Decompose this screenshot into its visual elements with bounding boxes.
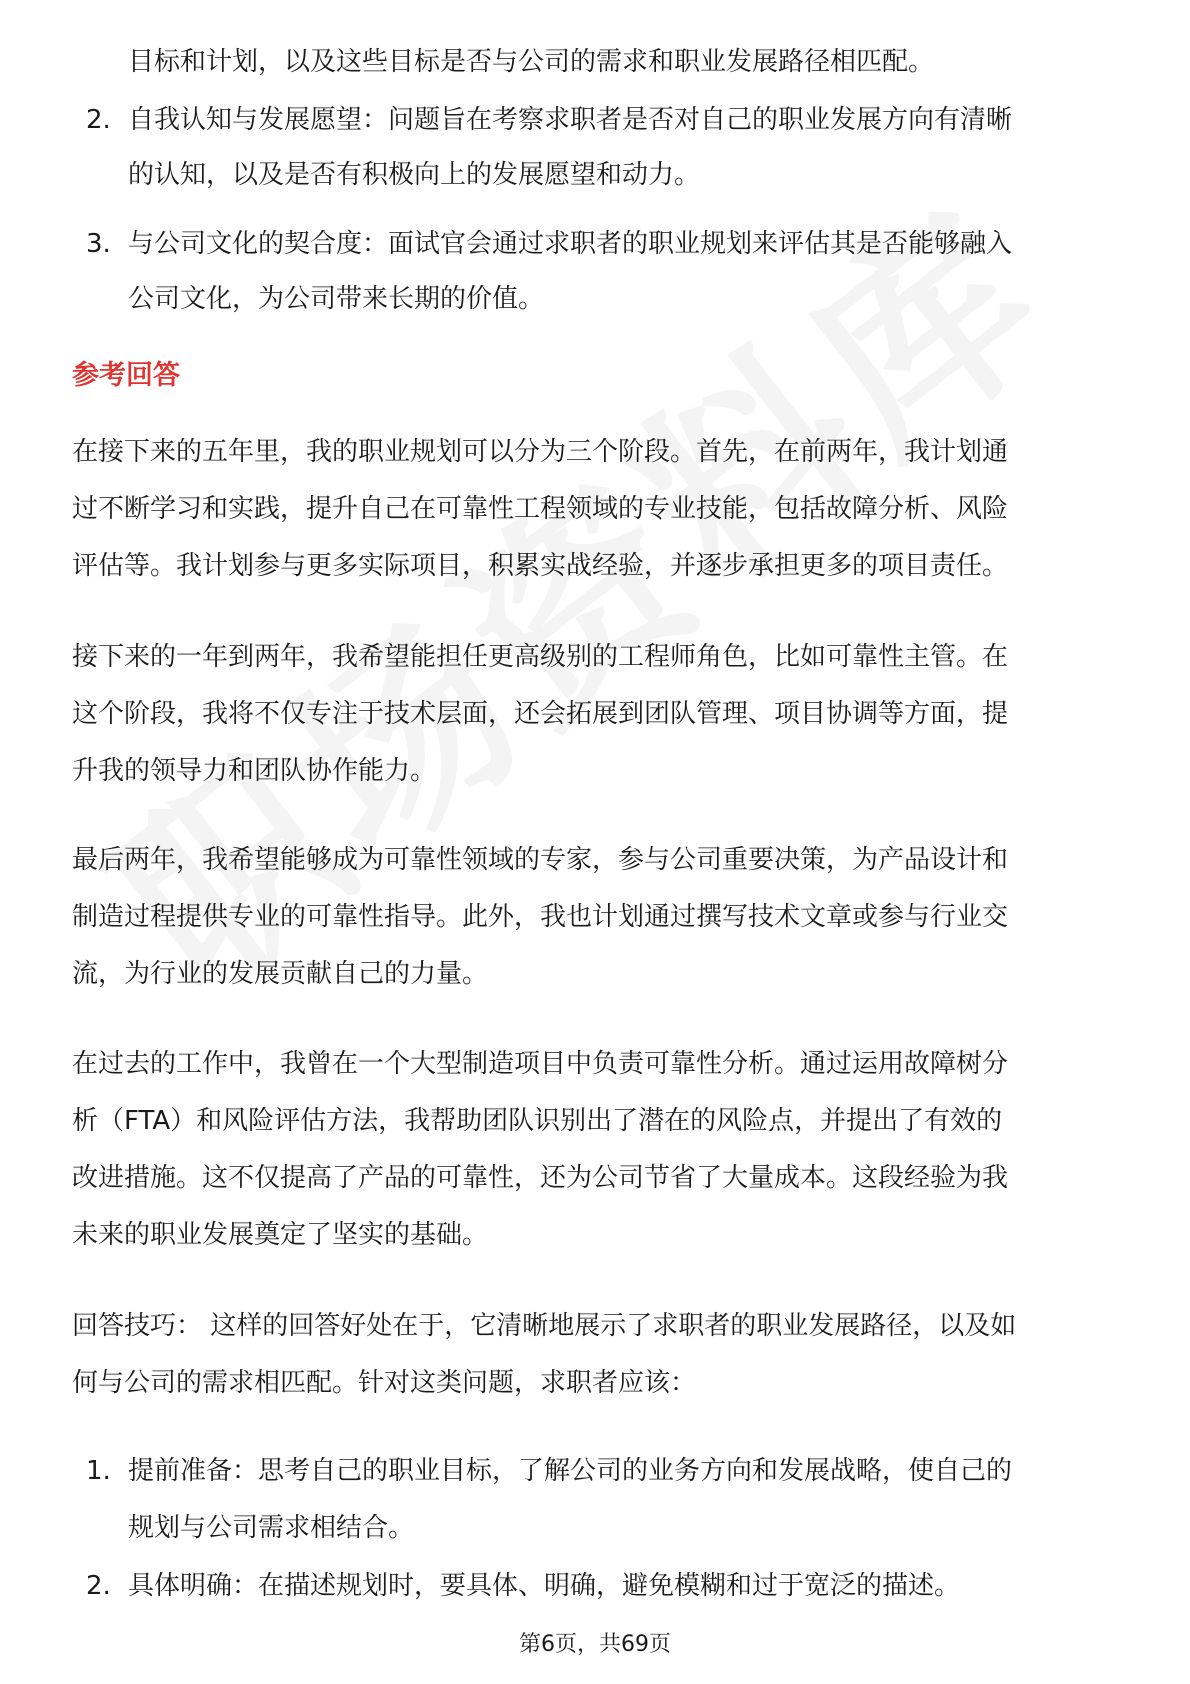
paragraph-line: 最后两年，我希望能够成为可靠性领域的专家，参与公司重要决策，为产品设计和	[72, 845, 1009, 875]
paragraph-line: 析（FTA）和风险评估方法，我帮助团队识别出了潜在的风险点，并提出了有效的	[72, 1106, 1003, 1136]
paragraph-line: 这个阶段，我将不仅专注于技术层面，还会拓展到团队管理、项目协调等方面，提	[72, 699, 1009, 729]
section-heading: 参考回答	[72, 360, 180, 391]
paragraph-line: 制造过程提供专业的可靠性指导。此外，我也计划通过撰写技术文章或参与行业交	[72, 902, 1009, 932]
list-item-line: 公司文化，为公司带来长期的价值。	[128, 284, 545, 314]
list-item-line: 具体明确：在描述规划时，要具体、明确，避免模糊和过于宽泛的描述。	[128, 1571, 961, 1601]
paragraph-line: 评估等。我计划参与更多实际项目，积累实战经验，并逐步承担更多的项目责任。	[72, 551, 1009, 581]
paragraph-line: 回答技巧： 这样的回答好处在于，它清晰地展示了求职者的职业发展路径，以及如	[72, 1311, 1017, 1341]
list-number: 2.	[86, 1571, 111, 1601]
paragraph-line: 在接下来的五年里，我的职业规划可以分为三个阶段。首先，在前两年，我计划通	[72, 437, 1009, 467]
paragraph-line: 过不断学习和实践，提升自己在可靠性工程领域的专业技能，包括故障分析、风险	[72, 494, 1009, 524]
list-item-line: 提前准备：思考自己的职业目标，了解公司的业务方向和发展战略，使自己的	[128, 1456, 1013, 1486]
list-item-line: 自我认知与发展愿望：问题旨在考察求职者是否对自己的职业发展方向有清晰	[128, 105, 1013, 135]
page-number-footer: 第6页，共69页	[519, 1632, 671, 1657]
paragraph-line: 何与公司的需求相匹配。针对这类问题，求职者应该：	[72, 1368, 697, 1398]
list-number: 1.	[86, 1456, 111, 1486]
list-item-line: 规划与公司需求相结合。	[128, 1513, 415, 1543]
list-number: 3.	[86, 229, 111, 259]
list-item-continuation: 目标和计划，以及这些目标是否与公司的需求和职业发展路径相匹配。	[128, 47, 935, 77]
paragraph-line: 未来的职业发展奠定了坚实的基础。	[72, 1220, 489, 1250]
paragraph-line: 流，为行业的发展贡献自己的力量。	[72, 959, 489, 989]
list-item-line: 与公司文化的契合度：面试官会通过求职者的职业规划来评估其是否能够融入	[128, 229, 1013, 259]
paragraph-line: 接下来的一年到两年，我希望能担任更高级别的工程师角色，比如可靠性主管。在	[72, 642, 1009, 672]
paragraph-line: 改进措施。这不仅提高了产品的可靠性，还为公司节省了大量成本。这段经验为我	[72, 1163, 1009, 1193]
list-number: 2.	[86, 105, 111, 135]
paragraph-line: 升我的领导力和团队协作能力。	[72, 756, 437, 786]
list-item-line: 的认知，以及是否有积极向上的发展愿望和动力。	[128, 160, 701, 190]
paragraph-line: 在过去的工作中，我曾在一个大型制造项目中负责可靠性分析。通过运用故障树分	[72, 1049, 1009, 1079]
